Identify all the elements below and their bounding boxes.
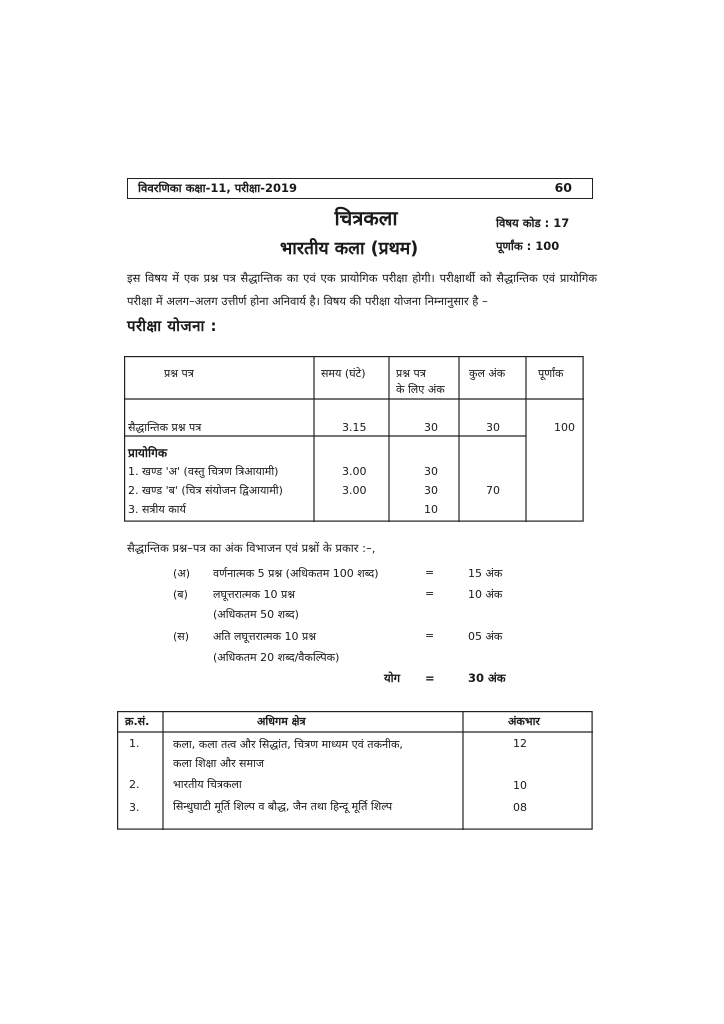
- area-row-1-area2: कला शिक्षा और समाज: [173, 757, 265, 770]
- area-row-2-no: 2.: [129, 778, 140, 791]
- theory-label: सैद्धान्तिक प्रश्न पत्र: [128, 421, 202, 434]
- area-col-area: अधिगम क्षेत्र: [257, 715, 306, 728]
- practical-row-3-label: 3. सत्रीय कार्य: [128, 503, 186, 516]
- breakdown-val-a: 15 अंक: [468, 567, 503, 580]
- area-row-2-area: भारतीय चित्रकला: [173, 778, 242, 791]
- practical-row-2-marks: 30: [424, 484, 438, 497]
- area-row-3-marks: 08: [513, 801, 527, 814]
- practical-row-2-label: 2. खण्ड 'ब' (चित्र संयोजन द्विआयामी): [128, 484, 283, 497]
- theory-full: 100: [554, 421, 575, 434]
- col-header-total: कुल अंक: [469, 367, 506, 380]
- intro-paragraph: इस विषय में एक प्रश्न पत्र सैद्धान्तिक का एवं एक प्रायोगिक परीक्षा होगी। परीक्षार्थी को सैद्धान्तिक एवं प्रायोगिक परीक्षा में अलग–अलग उत्तीर्ण होना अनिवार्य है। विषय की परीक्षा योजना निम्नानुसार है –: [127, 271, 597, 308]
- theory-total: 30: [486, 421, 500, 434]
- subject-code: विषय कोड : 17: [496, 216, 570, 230]
- page-number: 60: [554, 180, 572, 195]
- breakdown-sub-c: (अधिकतम 20 शब्द/वैकल्पिक): [213, 651, 340, 664]
- subject-title: भारतीय कला (प्रथम): [280, 239, 419, 259]
- area-row-2-marks: 10: [513, 779, 527, 792]
- breakdown-eq-c: =: [425, 629, 435, 642]
- practical-row-1-label: 1. खण्ड 'अ' (वस्तु चित्रण त्रिआयामी): [128, 465, 279, 478]
- breakdown-eq-a: =: [425, 566, 435, 579]
- col-header-marks-2: के लिए अंक: [396, 383, 445, 396]
- practical-row-2-time: 3.00: [342, 484, 367, 497]
- area-table: [117, 711, 593, 830]
- col-header-full: पूर्णांक: [538, 367, 564, 380]
- breakdown-val-c: 05 अंक: [468, 630, 503, 643]
- running-header: [127, 178, 593, 199]
- plan-table: [124, 356, 584, 522]
- area-col-no: क्र.सं.: [125, 715, 150, 728]
- breakdown-text-b: लघूत्तरात्मक 10 प्रश्न: [213, 588, 296, 601]
- breakdown-val-b: 10 अंक: [468, 588, 503, 601]
- area-col-marks: अंकभार: [508, 715, 540, 728]
- breakdown-eq-b: =: [425, 587, 435, 600]
- area-row-1-marks: 12: [513, 737, 527, 750]
- practical-row-1-marks: 30: [424, 465, 438, 478]
- practical-label: प्रायोगिक: [128, 446, 168, 460]
- practical-row-3-marks: 10: [424, 503, 438, 516]
- breakdown-key-c: (स): [173, 630, 190, 643]
- col-header-paper: प्रश्न पत्र: [164, 367, 194, 380]
- marks-intro: सैद्धान्तिक प्रश्न–पत्र का अंक विभाजन एवं प्रश्नों के प्रकार :–,: [127, 541, 376, 555]
- practical-row-1-time: 3.00: [342, 465, 367, 478]
- page-title: चित्रकला: [334, 206, 398, 230]
- total-label: योग: [384, 671, 401, 685]
- full-marks: पूर्णांक : 100: [496, 239, 560, 253]
- practical-total: 70: [486, 484, 500, 497]
- breakdown-sub-b: (अधिकतम 50 शब्द): [213, 608, 299, 621]
- plan-heading: परीक्षा योजना :: [127, 317, 218, 335]
- breakdown-text-a: वर्णनात्मक 5 प्रश्न (अधिकतम 100 शब्द): [213, 567, 379, 580]
- breakdown-key-b: (ब): [173, 588, 188, 601]
- total-eq: =: [425, 671, 435, 685]
- col-header-time: समय (घंटे): [321, 367, 366, 380]
- area-row-1-no: 1.: [129, 737, 140, 750]
- theory-time: 3.15: [342, 421, 367, 434]
- total-val: 30 अंक: [468, 671, 506, 685]
- area-row-1-area: कला, कला तत्व और सिद्धांत, चित्रण माध्यम एवं तकनीक,: [173, 738, 403, 751]
- breakdown-text-c: अति लघूत्तरात्मक 10 प्रश्न: [213, 630, 317, 643]
- area-row-3-no: 3.: [129, 801, 140, 814]
- area-row-3-area: सिन्धुघाटी मूर्ति शिल्प व बौद्ध, जैन तथा हिन्दू मूर्ति शिल्प: [173, 800, 393, 813]
- col-header-marks-1: प्रश्न पत्र: [396, 367, 426, 380]
- header-title: विवरणिका कक्षा-11, परीक्षा-2019: [138, 181, 297, 195]
- theory-marks: 30: [424, 421, 438, 434]
- breakdown-key-a: (अ): [173, 567, 190, 580]
